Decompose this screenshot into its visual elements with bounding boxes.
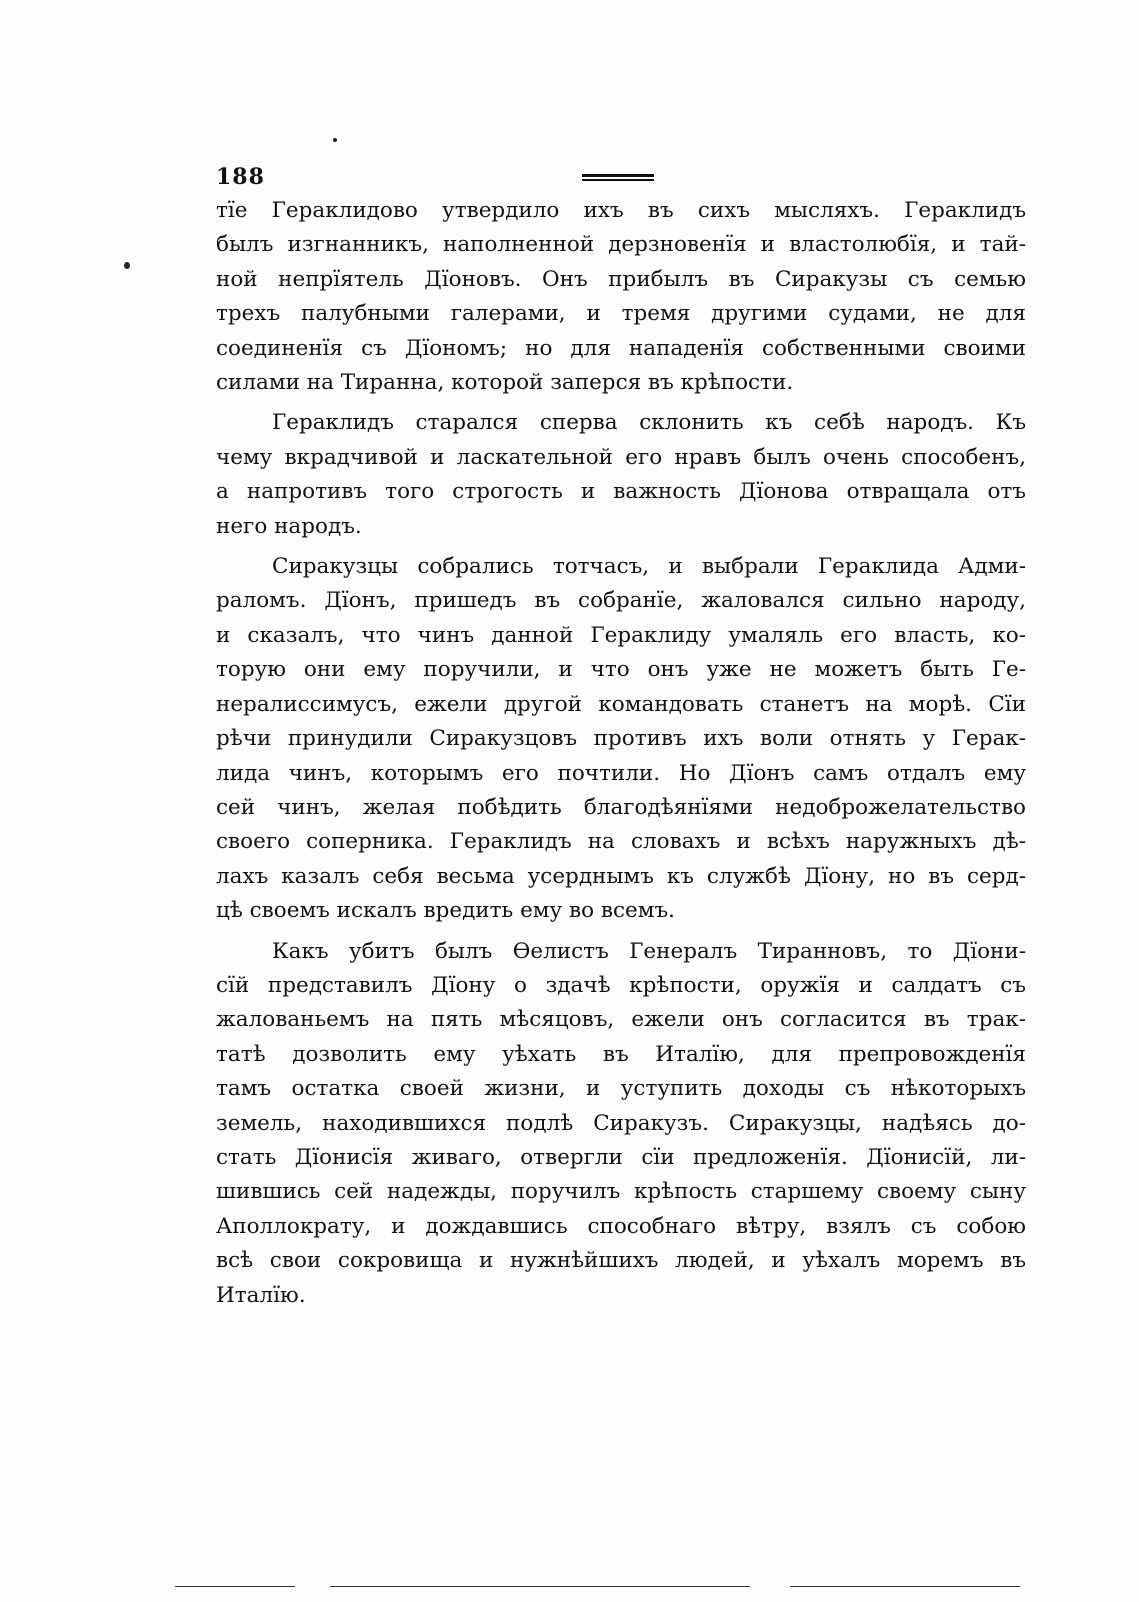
text-line: сїй представилъ Дїону о здачѣ крѣпости, оружїя и салдатъ съ (216, 972, 1026, 998)
text-line: торую они ему поручили, и что онъ уже не можетъ быть Ге- (216, 657, 1026, 683)
page-text (216, 160, 1026, 1313)
text-line: чему вкрадчивой и ласкательной его нравъ былъ очень способенъ, (216, 444, 1026, 470)
text-line: раломъ. Дїонъ, пришедъ въ собранїе, жаловался сильно народу, (216, 588, 1026, 614)
text-line: трехъ палубными галерами, и тремя другими судами, не для (216, 301, 1026, 327)
text-line: Аполлократу, и дождавшись способнаго вѣтру, взялъ съ собою (216, 1213, 1026, 1239)
text-line: силами на Тиранна, которой заперся въ крѣпости. (216, 370, 794, 396)
text-line: лахъ казалъ себя весьма усерднымъ къ службѣ Дїону, но въ серд- (216, 863, 1026, 889)
text-line: Какъ убитъ былъ Ѳелистъ Генералъ Тиранновъ, то Дїони- (272, 938, 1026, 964)
bottom-scan-edge (175, 1586, 295, 1587)
text-line: и сказалъ, что чинъ данной Гераклиду умаляль его власть, ко- (216, 622, 1026, 648)
body-paragraphs (216, 194, 1026, 1313)
text-line: рѣчи принудили Сиракузцовъ противъ ихъ воли отнять у Герак- (216, 726, 1026, 752)
text-line: Италїю. (216, 1282, 306, 1308)
text-line: сей чинъ, желая побѣдить благодѣянїями недоброжелательство (216, 794, 1026, 820)
text-line: тамъ остатка своей жизни, и уступить доходы съ нѣкоторыхъ (216, 1076, 1026, 1102)
paragraph (216, 550, 1026, 928)
ink-speck (124, 262, 130, 269)
text-line: былъ изгнанникъ, наполненной дерзновенїя и властолюбїя, и тай- (216, 232, 1026, 258)
text-line: нералиссимусъ, ежели другой командовать станетъ на морѣ. Сїи (216, 691, 1026, 717)
bottom-scan-edge (790, 1586, 1020, 1587)
text-line: тїе Гераклидово утвердило ихъ въ сихъ мысляхъ. Гераклидъ (216, 198, 1026, 223)
text-line: жалованьемъ на пять мѣсяцовъ, ежели онъ согласится въ трак- (216, 1007, 1026, 1033)
paragraph (216, 194, 1026, 400)
text-line: цѣ своемъ искалъ вредить ему во всемъ. (216, 898, 675, 924)
text-line: Сиракузцы собрались тотчасъ, и выбрали Гераклида Адми- (272, 554, 1026, 580)
text-line: своего соперника. Гераклидъ на словахъ и всѣхъ наружныхъ дѣ- (216, 829, 1026, 855)
text-line: татѣ дозволить ему уѣхать въ Италїю, для препровожденїя (216, 1041, 1026, 1067)
text-line: а напротивъ того строгость и важность Дїонова отвращала отъ (216, 479, 1026, 505)
paragraph (216, 406, 1026, 544)
ink-speck (333, 138, 337, 142)
text-line: ной непрїятель Дїоновъ. Онъ прибылъ въ Сиракузы съ семью (216, 266, 1026, 292)
text-line: всѣ свои сокровища и нужнѣйшихъ людей, и уѣхалъ моремъ въ (216, 1248, 1026, 1274)
page-number: 188 (216, 164, 265, 190)
text-line: земель, находившихся подлѣ Сиракузъ. Сиракузцы, надѣясь до- (216, 1110, 1026, 1136)
paragraph (216, 935, 1026, 1313)
header-ornament-rule (582, 174, 654, 181)
bottom-scan-edge (330, 1586, 750, 1587)
page-header (216, 160, 1026, 194)
text-line: шившись сей надежды, поручилъ крѣпость старшему своему сыну (216, 1179, 1026, 1205)
text-line: соединенїя съ Дїономъ; но для нападенїя собственными своими (216, 335, 1026, 361)
text-line: него народъ. (216, 513, 362, 539)
text-line: лида чинъ, которымъ его почтили. Но Дїонъ самъ отдалъ ему (216, 760, 1026, 786)
text-line: Гераклидъ старался сперва склонить къ себѣ народъ. Къ (272, 410, 1026, 436)
text-line: стать Дїонисїя живаго, отвергли сїи предложенїя. Дїонисїй, ли- (216, 1144, 1026, 1170)
